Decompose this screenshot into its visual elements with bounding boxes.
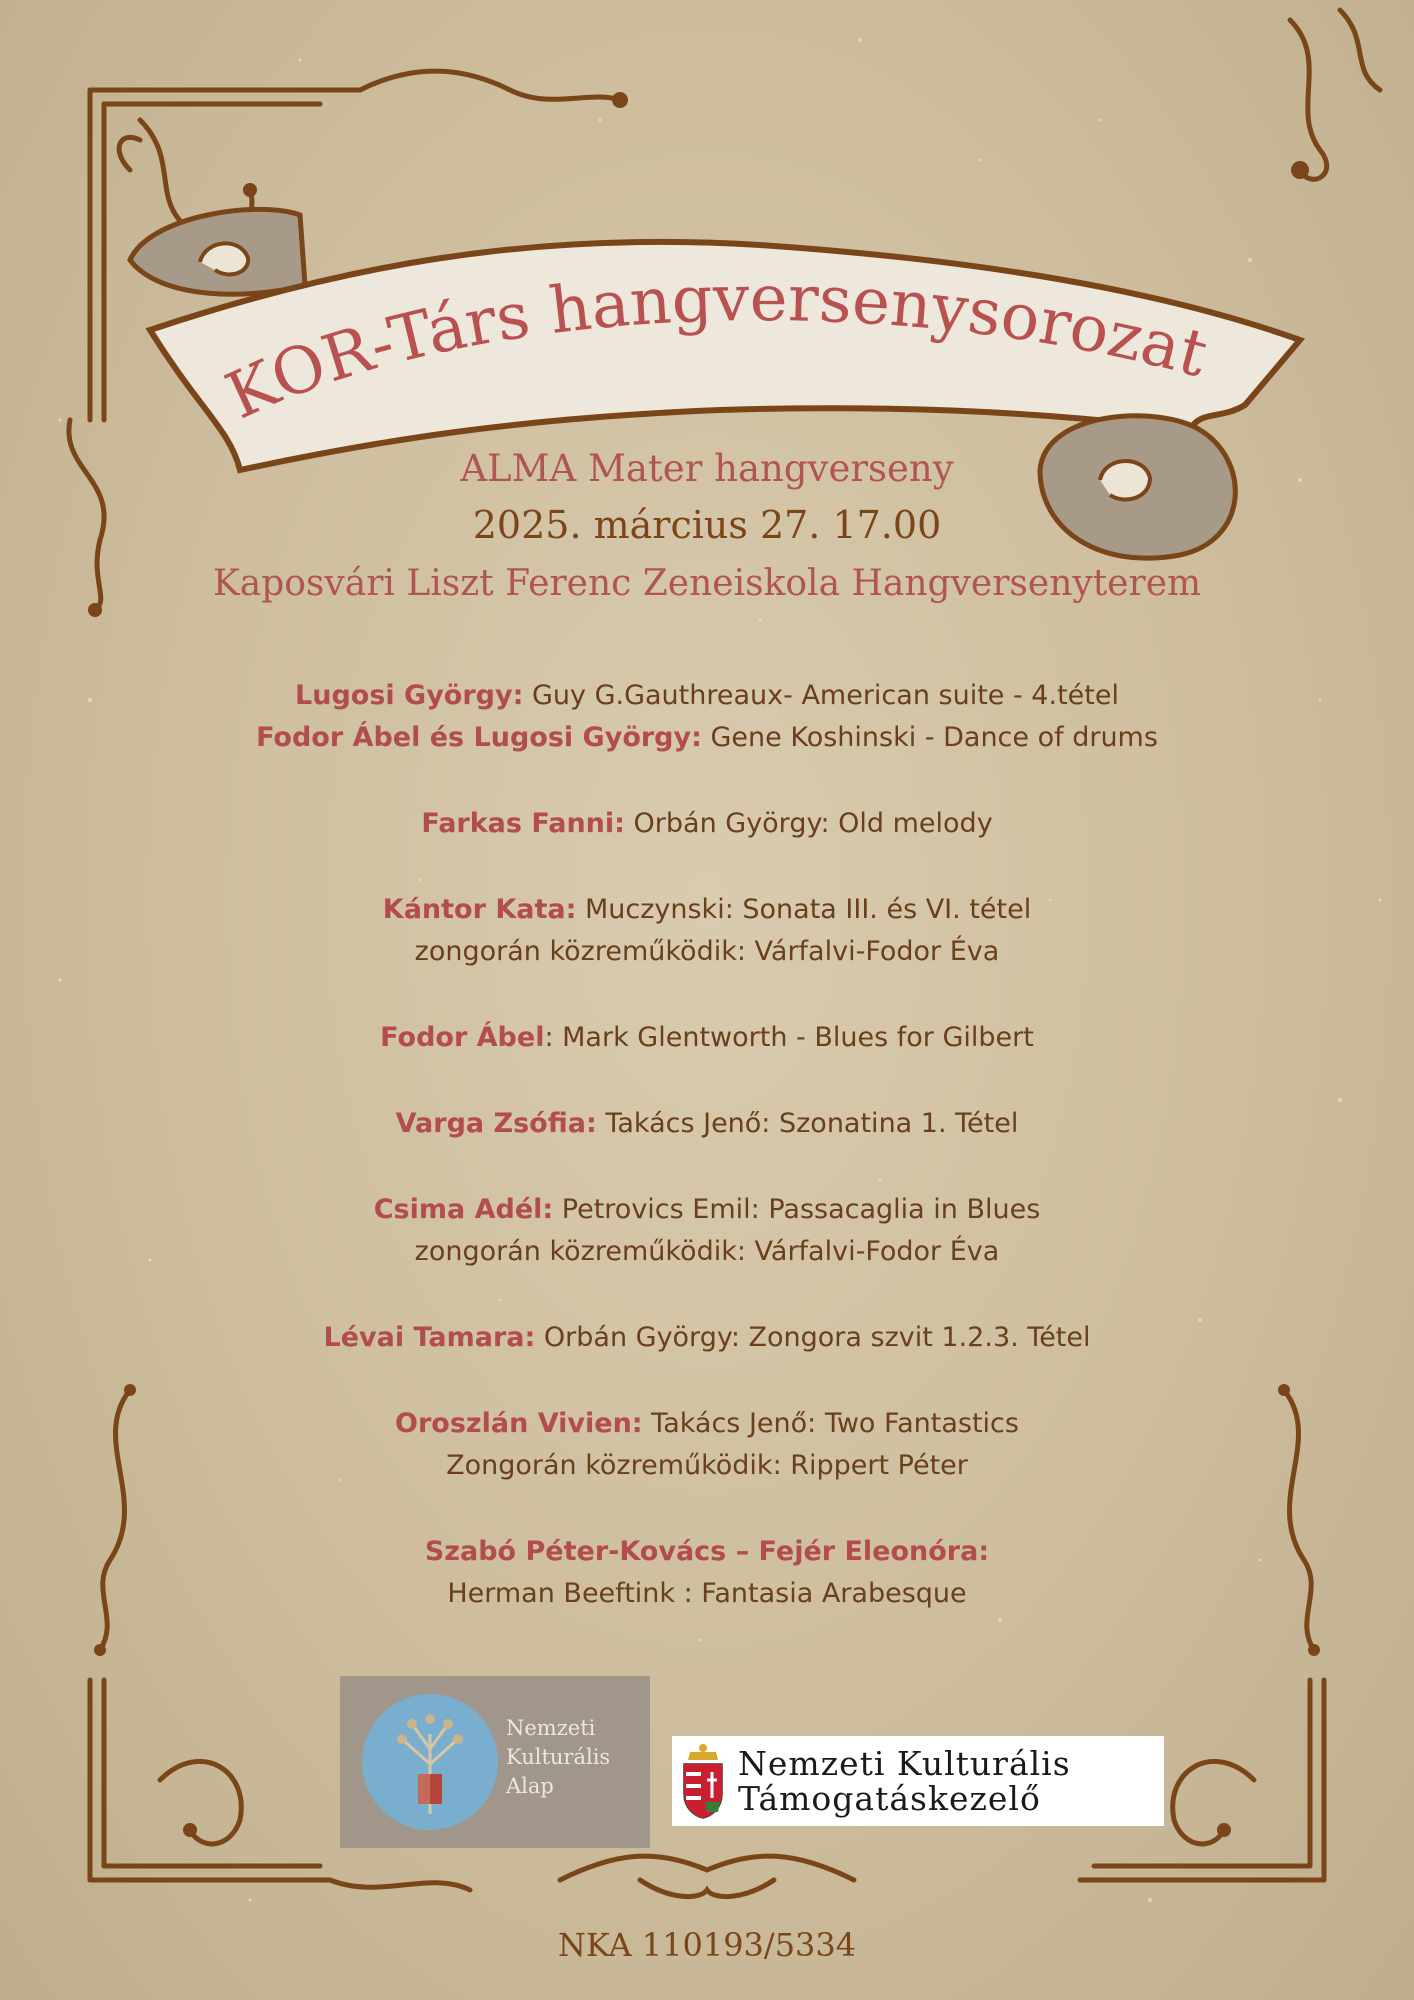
- grant-code: NKA 110193/5334: [557, 1926, 857, 1964]
- nkt-logo-line1: Nemzeti Kulturális: [738, 1744, 1071, 1783]
- piece-title: Muczynski: Sonata III. és VI. tétel: [576, 894, 1032, 925]
- piece-title: Herman Beeftink : Fantasia Arabesque: [447, 1578, 967, 1609]
- piece-title: : Mark Glentworth - Blues for Gilbert: [544, 1022, 1034, 1053]
- nka-logo-line1: Nemzeti: [506, 1716, 596, 1740]
- program-line: [0, 1189, 1414, 1231]
- program-item: [0, 1017, 1414, 1059]
- piece-title: Orbán György: Zongora szvit 1.2.3. Tétel: [535, 1322, 1091, 1353]
- program-line: [0, 675, 1414, 717]
- piece-title: Takács Jenő: Two Fantastics: [642, 1408, 1019, 1439]
- program-line: [0, 1231, 1414, 1273]
- program-line: [0, 1017, 1414, 1059]
- program-item: [0, 1189, 1414, 1273]
- program-line: [0, 889, 1414, 931]
- program-line: [0, 717, 1414, 759]
- nka-logo: [340, 1676, 650, 1848]
- program-line: [0, 1403, 1414, 1445]
- performer-name: Lévai Tamara:: [323, 1322, 536, 1353]
- program-item: [0, 889, 1414, 973]
- performer-name: Farkas Fanni:: [421, 808, 625, 839]
- event-venue: Kaposvári Liszt Ferenc Zeneiskola Hangversenyterem: [212, 563, 1202, 604]
- piece-title: Zongorán közreműködik: Rippert Péter: [446, 1450, 968, 1481]
- program-line: [0, 1573, 1414, 1615]
- performer-name: Lugosi György:: [295, 680, 524, 711]
- program-item: [0, 1531, 1414, 1615]
- program-item: [0, 1403, 1414, 1487]
- performer-name: Szabó Péter-Kovács – Fejér Eleonóra:: [424, 1536, 990, 1567]
- piece-title: Takács Jenő: Szonatina 1. Tétel: [596, 1108, 1019, 1139]
- piece-title: Petrovics Emil: Passacaglia in Blues: [553, 1194, 1041, 1225]
- program-item: [0, 803, 1414, 845]
- event-name: ALMA Mater hangverseny: [460, 447, 954, 490]
- piece-title: zongorán közreműködik: Várfalvi-Fodor Éva: [414, 1236, 1000, 1267]
- nka-logo-line2: Kulturális: [506, 1745, 611, 1769]
- program-line: [0, 931, 1414, 973]
- performer-name: Fodor Ábel: [380, 1022, 545, 1053]
- nka-logo-line3: Alap: [506, 1774, 554, 1798]
- performer-name: Oroszlán Vivien:: [395, 1408, 643, 1439]
- tree-emblem-icon: [362, 1694, 498, 1830]
- event-datetime: 2025. március 27. 17.00: [472, 503, 942, 547]
- svg-text:KOR-Társ hangversenysorozat: [216, 262, 1215, 434]
- program-item: [0, 675, 1414, 759]
- piece-title: zongorán közreműködik: Várfalvi-Fodor Éva: [414, 936, 1000, 967]
- nkt-logo-line2: Támogatáskezelő: [738, 1779, 1041, 1818]
- program-line: [0, 1103, 1414, 1145]
- program-line: [0, 1445, 1414, 1487]
- nkt-logo: [672, 1736, 1164, 1826]
- program-line: [0, 1531, 1414, 1573]
- piece-title: Gene Koshinski - Dance of drums: [701, 722, 1158, 753]
- performer-name: Varga Zsófia:: [395, 1108, 597, 1139]
- performer-name: Csima Adél:: [373, 1194, 554, 1225]
- program-item: [0, 1317, 1414, 1359]
- performer-name: Fodor Ábel és Lugosi György:: [256, 722, 702, 753]
- piece-title: Guy G.Gauthreaux- American suite - 4.tétel: [523, 680, 1119, 711]
- piece-title: Orbán György: Old melody: [624, 808, 993, 839]
- program-line: [0, 803, 1414, 845]
- program-item: [0, 1103, 1414, 1145]
- program-list: [0, 675, 1414, 1659]
- banner-title: KOR-Társ hangversenysorozat: [215, 262, 1215, 435]
- program-line: [0, 1317, 1414, 1359]
- coat-of-arms-icon: [678, 1742, 728, 1820]
- performer-name: Kántor Kata:: [382, 894, 577, 925]
